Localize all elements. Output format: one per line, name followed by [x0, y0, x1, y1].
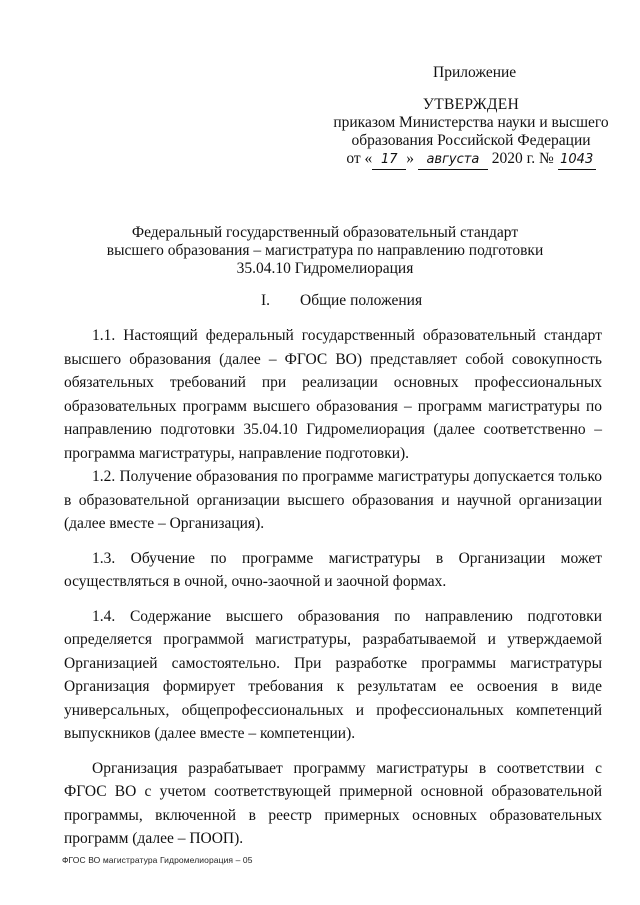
document-body [64, 324, 602, 851]
handwritten-day: 17 [372, 151, 406, 170]
handwritten-order-number: 1043 [558, 151, 596, 170]
paragraph-organization: Организация разрабатывает программу магистратуры в соответствии с ФГОС ВО с учетом соответствующей примерной основной образовательной программы, включенной в реестр примерных основных образовательных программ (далее – ПООП). [64, 759, 602, 847]
footer-text: ФГОС ВО магистратура Гидромелиорация – 05 [62, 855, 253, 865]
order-line-2: образования Российской Федерации [351, 132, 591, 149]
date-year: 2020 г. № [491, 150, 554, 167]
order-line-1: приказом Министерства науки и высшего [333, 114, 609, 131]
order-date-line [330, 150, 612, 170]
paragraph-1-1: 1.1. Настоящий федеральный государственный образовательный стандарт высшего образования (далее – ФГОС ВО) представляет собой совокупность обязательных требований при реализации основных профессиональных образовательных программ высшего образования – программ магистратуры по направлению подготовки 35.04.10 Гидромелиорация (далее соответственно – программа магистратуры, направление подготовки). [64, 327, 602, 462]
document-title [60, 224, 590, 278]
handwritten-month: августа [418, 151, 488, 170]
approval-block [330, 96, 612, 170]
paragraph-1-4: 1.4. Содержание высшего образования по направлению подготовки определяется программой магистратуры, разрабатываемой и утверждаемой Организацией самостоятельно. При разработке программы магистратуры Организация формирует требования к результатам ее освоения в виде универсальных, общепрофессиональных и профессиональных компетенций выпускников (далее вместе – компетенции). [64, 607, 602, 742]
date-separator: » [406, 150, 415, 167]
approved-heading: УТВЕРЖДЕН [422, 96, 520, 113]
paragraph-1-3: 1.3. Обучение по программе магистратуры в Организации может осуществляться в очной, очно-заочной и заочной формах. [64, 549, 602, 590]
title-line-3: 35.04.10 Гидромелиорация [236, 260, 414, 277]
title-line-1: Федеральный государственный образовательный стандарт [131, 224, 519, 241]
title-line-2: высшего образования – магистратура по направлению подготовки [106, 242, 544, 259]
section-number: I. [261, 292, 271, 309]
paragraph-1-2: 1.2. Получение образования по программе магистратуры допускается только в образовательной организации высшего образования и научной организации (далее вместе – Организация). [64, 468, 602, 532]
appendix-label: Приложение [433, 64, 517, 81]
section-title: Общие положения [300, 292, 423, 309]
date-prefix: от « [346, 150, 373, 167]
